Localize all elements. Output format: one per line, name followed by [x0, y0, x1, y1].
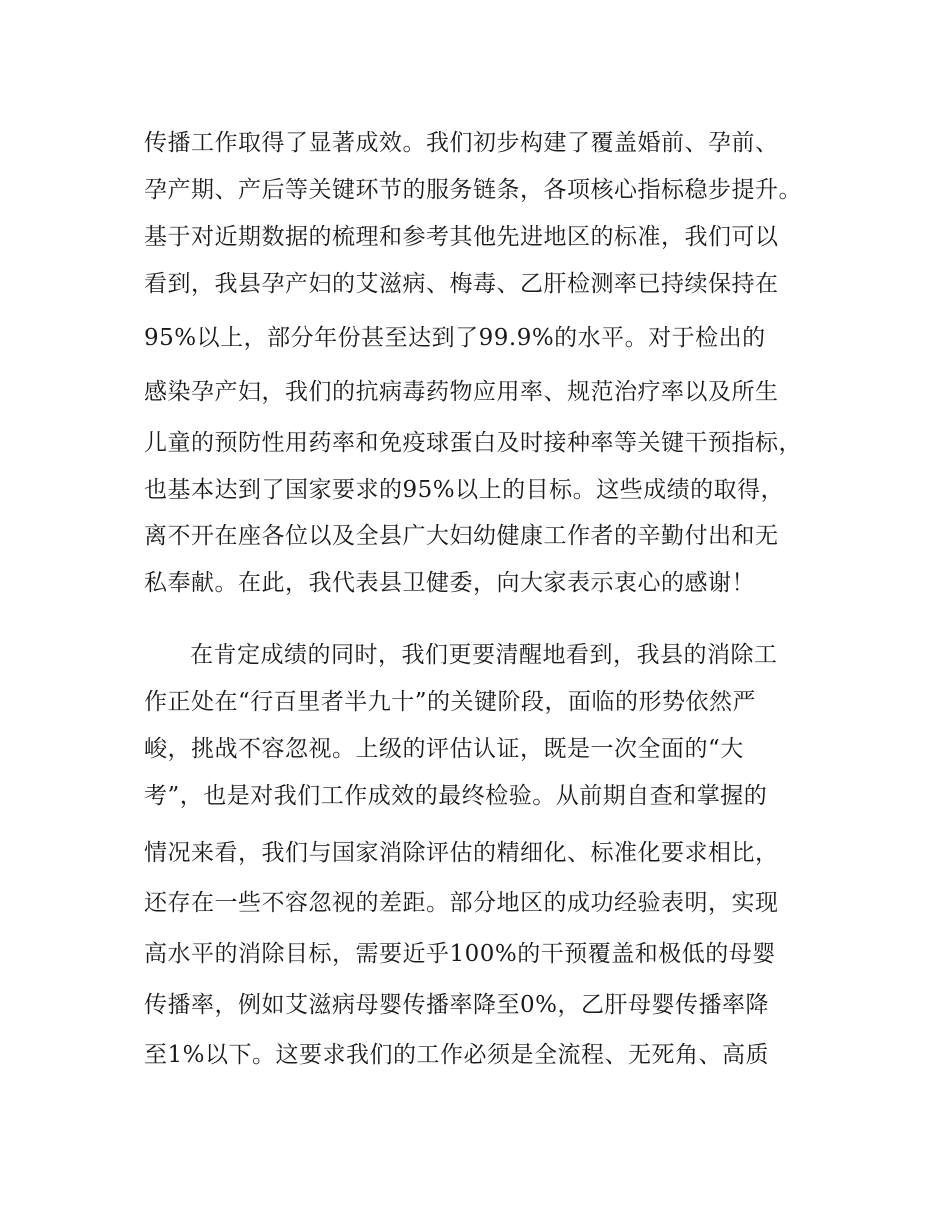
paragraph-1-line-1: 传播工作取得了显著成效。我们初步构建了覆盖婚前、孕前、	[144, 130, 779, 156]
paragraph-1-line-4: 看到，我县孕产妇的艾滋病、梅毒、乙肝检测率已持续保持在	[144, 271, 779, 297]
paragraph-2-line-8: 传播率，例如艾滋病母婴传播率降至0%，乙肝母婴传播率降	[144, 992, 769, 1018]
paragraph-1-line-3: 基于对近期数据的梳理和参考其他先进地区的标准，我们可以	[144, 224, 779, 250]
paragraph-1-line-9: 离不开在座各位以及全县广大妇幼健康工作者的辛勤付出和无	[144, 523, 779, 549]
paragraph-2-line-3: 峻，挑战不容忽视。上级的评估认证，既是一次全面的“大	[144, 736, 744, 762]
paragraph-1-line-8: 也基本达到了国家要求的95%以上的目标。这些成绩的取得，	[144, 477, 785, 503]
paragraph-2-line-6: 还存在一些不容忽视的差距。部分地区的成功经验表明，实现	[144, 890, 779, 916]
paragraph-2-line-4: 考”，也是对我们工作成效的最终检验。从前期自查和掌握的	[144, 783, 768, 809]
paragraph-2-line-5: 情况来看，我们与国家消除评估的精细化、标准化要求相比，	[144, 840, 779, 866]
paragraph-2-line-1: 在肯定成绩的同时，我们更要清醒地看到，我县的消除工	[190, 642, 778, 668]
paragraph-1-line-7: 儿童的预防性用药率和免疫球蛋白及时接种率等关键干预指标，	[144, 430, 802, 456]
paragraph-1-line-2: 孕产期、产后等关键环节的服务链条，各项核心指标稳步提升。	[144, 177, 802, 203]
paragraph-1-line-5: 95%以上，部分年份甚至达到了99.9%的水平。对于检出的	[144, 325, 766, 351]
paragraph-2-line-2: 作正处在“行百里者半九十”的关键阶段，面临的形势依然严	[144, 689, 757, 715]
paragraph-2-line-7: 高水平的消除目标，需要近乎100%的干预覆盖和极低的母婴	[144, 941, 776, 967]
paragraph-1-line-6: 感染孕产妇，我们的抗病毒药物应用率、规范治疗率以及所生	[144, 379, 779, 405]
paragraph-1-line-10: 私奉献。在此，我代表县卫健委，向大家表示衷心的感谢！	[144, 570, 755, 596]
paragraph-2-line-9: 至1%以下。这要求我们的工作必须是全流程、无死角、高质	[144, 1042, 769, 1068]
